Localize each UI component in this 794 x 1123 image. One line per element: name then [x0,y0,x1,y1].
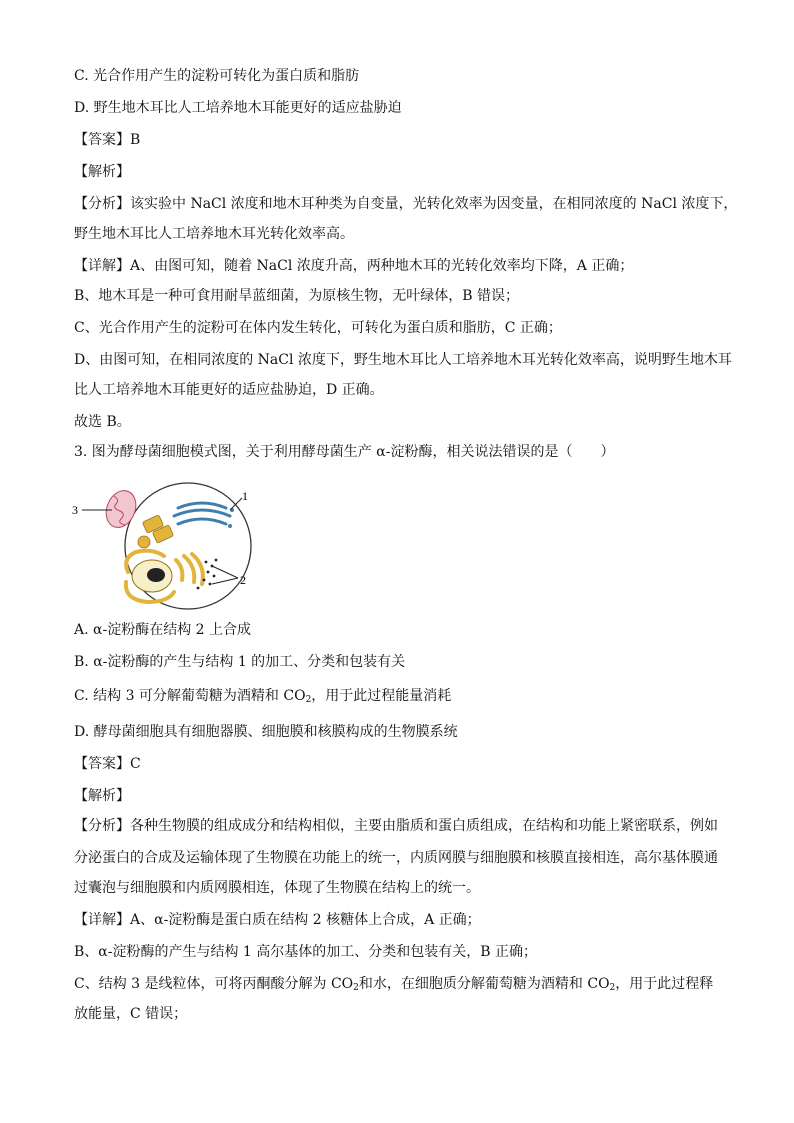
analysis-2-line-4: 【详解】A、α-淀粉酶是蛋白质在结构 2 核糖体上合成，A 正确； [74,912,481,928]
detail-c-part-2: 和水，在细胞质分解葡萄糖为酒精和 CO [358,976,610,992]
line-6: 野生地木耳比人工培养地木耳光转化效率高。 [74,226,354,242]
label-2: 2 [240,573,246,587]
analysis-2-heading: 【解析】 [74,788,130,804]
line-9: C、光合作用产生的淀粉可在体内发生转化，可转化为蛋白质和脂肪，C 正确； [74,320,562,336]
option-c-tail: ，用于此过程能量消耗 [311,688,452,704]
question-3: 3. 图为酵母菌细胞模式图，关于利用酵母菌生产 α-淀粉酶，相关说法错误的是（ ） [74,444,615,460]
detail-c-line [74,974,713,998]
detail-c-sub-2: 2 [609,983,616,993]
label-1: 1 [242,489,248,503]
line-1: C. 光合作用产生的淀粉可转化为蛋白质和脂肪 [74,68,360,84]
line-2: D. 野生地木耳比人工培养地木耳能更好的适应盐胁迫 [74,100,402,116]
detail-c-part-3: ，用于此过程释 [615,976,714,992]
line-8: B、地木耳是一种可食用耐旱蓝细菌，为原核生物，无叶绿体，B 错误； [74,288,520,304]
analysis-2-line-2: 分泌蛋白的合成及运输体现了生物膜在功能上的统一，内质网膜与细胞膜和核膜直接相连，高尔基体膜通 [74,850,718,866]
option-a: A. α-淀粉酶在结构 2 上合成 [74,622,252,638]
line-11: 比人工培养地木耳能更好的适应盐胁迫，D 正确。 [74,382,384,398]
nucleus-icon [132,560,172,592]
option-b: B. α-淀粉酶的产生与结构 1 的加工、分类和包装有关 [74,654,406,670]
option-c-text: C. 结构 3 可分解葡萄糖为酒精和 CO [74,688,306,704]
option-c [74,686,451,710]
vesicle-icon [138,536,150,548]
analysis-1-heading: 【解析】 [74,164,130,180]
detail-c-end: 放能量，C 错误； [74,1006,188,1022]
line-12: 故选 B。 [74,414,131,430]
analysis-2-line-1: 【分析】各种生物膜的组成成分和结构相似，主要由脂质和蛋白质组成，在结构和功能上紧密联系，例如 [74,818,718,834]
detail-c-part-1: C、结构 3 是线粒体，可将丙酮酸分解为 CO [74,976,354,992]
analysis-2-line-5: B、α-淀粉酶的产生与结构 1 高尔基体的加工、分类和包装有关，B 正确； [74,944,538,960]
option-d: D. 酵母菌细胞具有细胞器膜、细胞膜和核膜构成的生物膜系统 [74,724,458,740]
line-10: D、由图可知，在相同浓度的 NaCl 浓度下，野生地木耳比人工培养地木耳光转化效率高，说明野生地木耳 [74,352,732,368]
analysis-2-line-3: 过囊泡与细胞膜和内质网膜相连，体现了生物膜在结构上的统一。 [74,880,480,896]
yeast-cell-figure [70,476,270,616]
line-5: 【分析】该实验中 NaCl 浓度和地木耳种类为自变量，光转化效率为因变量，在相同浓度的 NaCl 浓度下， [74,196,738,212]
line-7: 【详解】A、由图可知，随着 NaCl 浓度升高，两种地木耳的光转化效率均下降，A 正确； [74,258,634,274]
detail-c-sub-1: 2 [353,983,359,993]
answer-1: 【答案】B [74,132,141,148]
label-3: 3 [72,503,78,517]
answer-2: 【答案】C [74,756,141,772]
option-c-sub: 2 [305,695,312,705]
